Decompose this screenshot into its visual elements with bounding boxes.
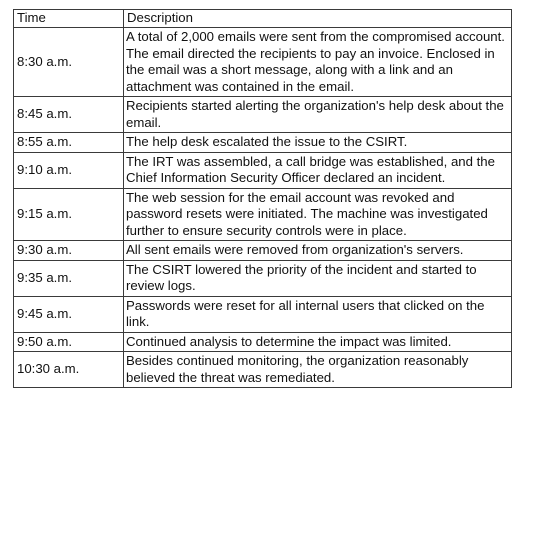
time-cell: 9:50 a.m. — [14, 332, 124, 352]
description-cell: The web session for the email account was revoked and password resets were initiated. The machine was investigated further to ensure security controls were in place. — [124, 188, 512, 241]
table-body — [14, 28, 512, 388]
table-row — [14, 152, 512, 188]
table-row — [14, 352, 512, 388]
description-cell: The IRT was assembled, a call bridge was established, and the Chief Information Security Officer declared an incident. — [124, 152, 512, 188]
table-row — [14, 28, 512, 97]
time-cell: 10:30 a.m. — [14, 352, 124, 388]
description-cell: The CSIRT lowered the priority of the incident and started to review logs. — [124, 260, 512, 296]
description-column-header: Description — [124, 10, 512, 28]
time-cell: 9:45 a.m. — [14, 296, 124, 332]
time-cell: 9:35 a.m. — [14, 260, 124, 296]
table-row — [14, 188, 512, 241]
description-cell: All sent emails were removed from organization's servers. — [124, 241, 512, 261]
table-row — [14, 260, 512, 296]
table-header — [14, 10, 512, 28]
description-cell: The help desk escalated the issue to the CSIRT. — [124, 133, 512, 153]
header-row — [14, 10, 512, 28]
time-cell: 9:15 a.m. — [14, 188, 124, 241]
description-cell: Continued analysis to determine the impact was limited. — [124, 332, 512, 352]
incident-timeline-table — [13, 9, 512, 388]
time-cell: 8:55 a.m. — [14, 133, 124, 153]
time-cell: 8:45 a.m. — [14, 97, 124, 133]
table-row — [14, 97, 512, 133]
description-cell: A total of 2,000 emails were sent from the compromised account. The email directed the recipients to pay an invoice. Enclosed in the email was a short message, along with a link and an attachment was contained in the email. — [124, 28, 512, 97]
description-cell: Passwords were reset for all internal users that clicked on the link. — [124, 296, 512, 332]
time-column-header: Time — [14, 10, 124, 28]
time-cell: 9:30 a.m. — [14, 241, 124, 261]
table-row — [14, 241, 512, 261]
time-cell: 9:10 a.m. — [14, 152, 124, 188]
description-cell: Besides continued monitoring, the organization reasonably believed the threat was remediated. — [124, 352, 512, 388]
table-row — [14, 332, 512, 352]
table-row — [14, 296, 512, 332]
description-cell: Recipients started alerting the organization's help desk about the email. — [124, 97, 512, 133]
table-row — [14, 133, 512, 153]
time-cell: 8:30 a.m. — [14, 28, 124, 97]
